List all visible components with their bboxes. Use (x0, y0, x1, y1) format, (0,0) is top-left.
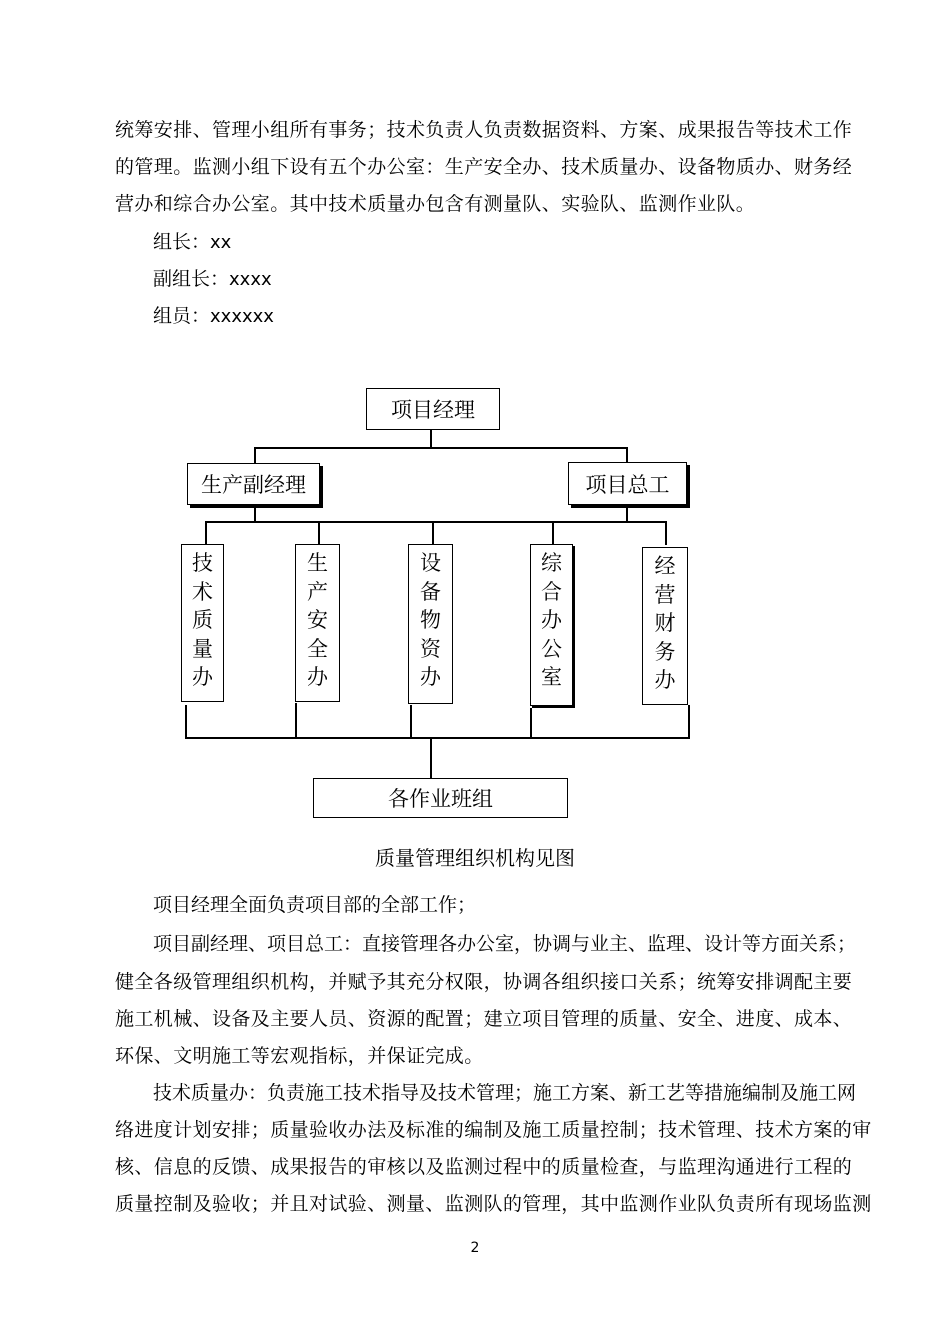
body-p3-line-3: 核、信息的反馈、成果报告的审核以及监测过程中的质量检查，与监理沟通进行工程的 (115, 1156, 853, 1178)
connector (688, 705, 690, 738)
office-business-finance (642, 547, 688, 705)
connector (552, 521, 554, 545)
project-manager-box (366, 388, 500, 430)
office-char: 量 (192, 636, 213, 661)
office-char: 产 (307, 579, 328, 604)
body-p3-line-4: 质量控制及验收；并且对试验、测量、监测队的管理，其中监测作业队负责所有现场监测 (115, 1193, 872, 1215)
connector (254, 447, 256, 464)
deputy-line (153, 264, 950, 291)
body-p3-line-1: 技术质量办：负责施工技术指导及技术管理；施工方案、新工艺等措施编制及施工网 (153, 1082, 857, 1104)
connector (185, 705, 187, 738)
body-p2-line-4: 环保、文明施工等宏观指标，并保证完成。 (115, 1045, 484, 1067)
connector (626, 505, 628, 522)
office-general (530, 544, 573, 706)
office-char: 全 (307, 636, 328, 661)
member-value: xxxxxx (210, 306, 274, 327)
office-equipment-materials (408, 544, 453, 704)
connector (665, 521, 667, 545)
office-char: 技 (192, 551, 213, 575)
office-production-safety (295, 544, 340, 702)
chief-engineer-box (568, 462, 687, 505)
connector (205, 521, 207, 545)
leader-label: 组长： (153, 231, 211, 253)
office-tech-quality (181, 544, 224, 702)
work-teams-label: 各作业班组 (388, 787, 493, 811)
connector (410, 705, 412, 738)
connector (626, 447, 628, 463)
office-char: 营 (654, 582, 676, 607)
office-char: 办 (541, 608, 562, 632)
member-label: 组员： (153, 305, 211, 327)
connector (430, 737, 432, 779)
office-char: 办 (192, 665, 213, 689)
member-line (153, 301, 950, 328)
leader-value: xx (210, 232, 232, 253)
office-char: 资 (420, 636, 441, 661)
production-deputy-box (187, 463, 320, 505)
production-deputy-label: 生产副经理 (201, 473, 306, 497)
office-char: 质 (192, 608, 213, 632)
office-char: 室 (541, 665, 562, 689)
office-char: 备 (420, 579, 441, 604)
office-char: 财 (654, 611, 676, 635)
office-char: 物 (420, 608, 441, 632)
connector (430, 428, 432, 448)
office-char: 办 (307, 665, 328, 689)
office-char: 安 (307, 608, 328, 632)
connector (530, 708, 532, 738)
office-char: 务 (654, 639, 676, 664)
office-char: 综 (541, 551, 562, 575)
connector (295, 703, 297, 738)
office-char: 生 (307, 551, 328, 575)
office-char: 办 (420, 665, 441, 689)
body-p2-line-1: 项目副经理、项目总工：直接管理各办公室，协调与业主、监理、设计等方面关系； (153, 933, 857, 955)
body-p2-line-3: 施工机械、设备及主要人员、资源的配置；建立项目管理的质量、安全、进度、成本、 (115, 1008, 853, 1030)
office-char: 办 (654, 668, 676, 692)
office-char: 经 (654, 554, 676, 578)
deputy-value: xxxx (229, 269, 272, 290)
intro-line-1: 统筹安排、管理小组所有事务；技术负责人负责数据资料、方案、成果报告等技术工作 (115, 119, 853, 141)
chief-engineer-label: 项目总工 (585, 472, 670, 497)
intro-line-2: 的管理。监测小组下设有五个办公室：生产安全办、技术质量办、设备物质办、财务经 (115, 156, 853, 178)
connector (205, 521, 665, 523)
office-char: 术 (192, 579, 213, 604)
deputy-label: 副组长： (153, 268, 230, 290)
connector (254, 505, 256, 522)
office-char: 公 (541, 636, 562, 661)
connector (318, 521, 320, 545)
connector (254, 447, 627, 449)
intro-line-3: 营办和综合办公室。其中技术质量办包含有测量队、实验队、监测作业队。 (115, 193, 756, 215)
office-char: 设 (420, 551, 441, 575)
connector (432, 521, 434, 545)
body-p2-line-2: 健全各级管理组织机构，并赋予其充分权限，协调各组织接口关系；统筹安排调配主要 (115, 971, 853, 993)
body-p3-line-2: 络进度计划安排；质量验收办法及标准的编制及施工质量控制；技术管理、技术方案的审 (115, 1119, 872, 1141)
project-manager-label: 项目经理 (391, 398, 475, 422)
connector (185, 737, 690, 739)
office-char: 合 (541, 579, 562, 604)
work-teams-box (313, 778, 568, 818)
chart-caption: 质量管理组织机构见图 (375, 846, 575, 870)
body-p1: 项目经理全面负责项目部的全部工作； (153, 894, 477, 916)
leader-line (153, 227, 950, 254)
page-number: 2 (470, 1240, 480, 1256)
